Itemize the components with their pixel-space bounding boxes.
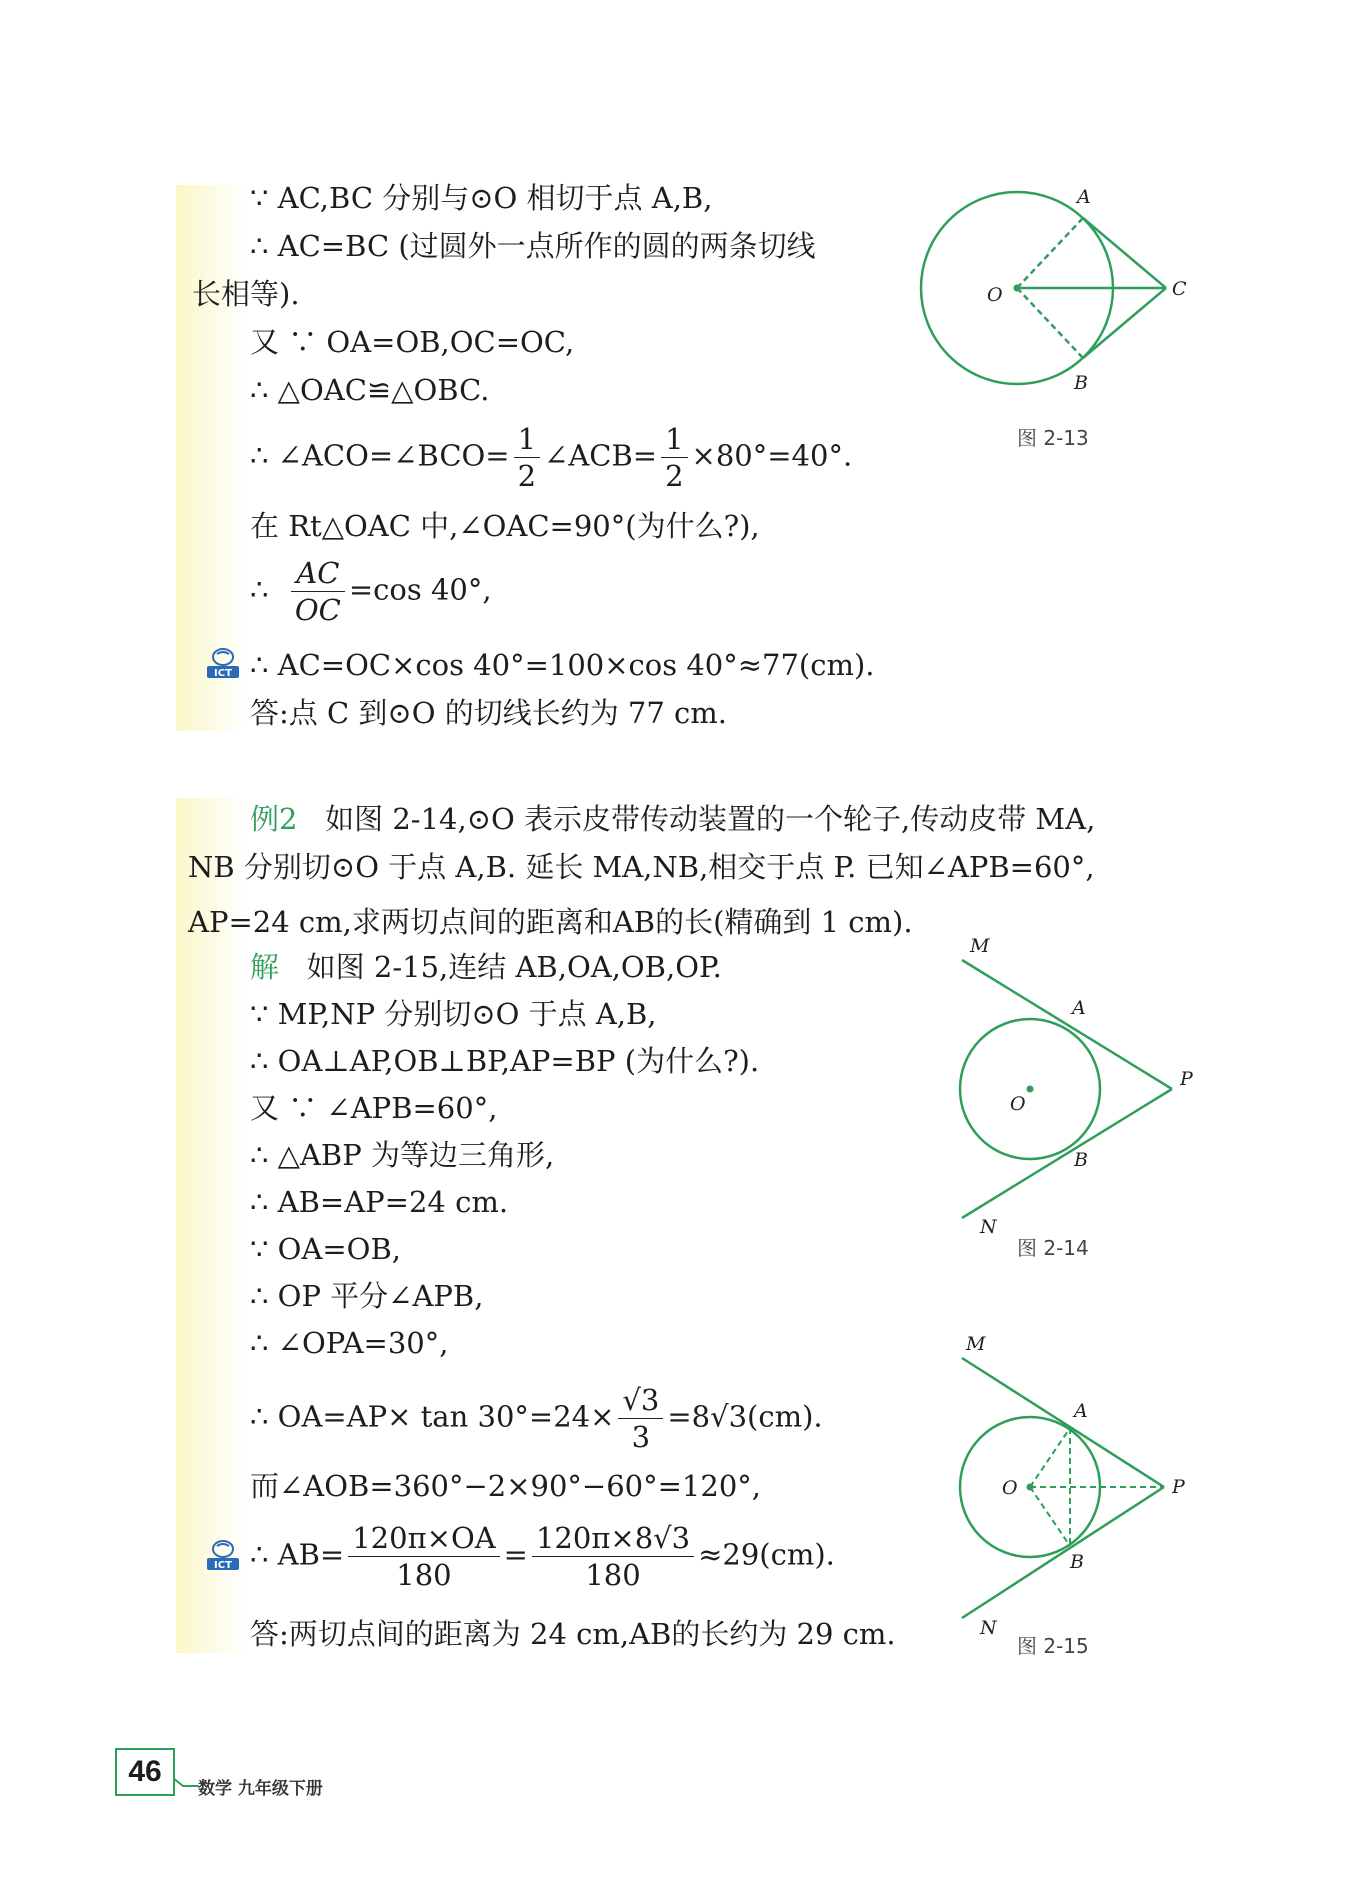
formula-line: ∴ AB= $\frac{120\pi\times OA}{180}$ = $\frac{120\pi\times 8√3}{180}$ ≈29(cm). xyxy=(250,1521,835,1592)
solution-line: ∴ OP 平分∠APB, xyxy=(250,1279,484,1313)
example-line: 例2 如图 2-14,⊙O 表示皮带传动装置的一个轮子,传动皮带 MA, xyxy=(250,802,1096,836)
example-line: NB 分别切⊙O 于点 A,B. 延长 MA,NB,相交于点 P. 已知∠APB=60°, xyxy=(188,850,1095,884)
solution-line: ∵ OA=OB, xyxy=(250,1232,401,1266)
text-line: ∵ AC,BC 分别与⊙O 相切于点 A,B, xyxy=(250,181,713,215)
text-line: ∴ AC=OC×cos 40°=100×cos 40°≈77(cm). xyxy=(250,648,875,682)
solution-line: ∴ OA⊥AP,OB⊥BP,AP=BP (为什么?). xyxy=(250,1044,760,1078)
formula-line: ∴ $\frac{AC}{OC}$ =cos 40°, xyxy=(250,556,492,627)
fraction: $\frac{AC}{OC}$ xyxy=(291,555,345,628)
figure-caption: 图 2-13 xyxy=(1017,426,1089,450)
label-B: B xyxy=(1074,1149,1088,1171)
text-line: 在 Rt△OAC 中,∠OAC=90°(为什么?), xyxy=(250,509,760,543)
page-tab-arrow-icon xyxy=(173,1748,199,1796)
page-number: 46 xyxy=(115,1748,175,1796)
label-B: B xyxy=(1070,1551,1084,1573)
solution-line: 又 ∵ ∠APB=60°, xyxy=(250,1091,498,1125)
fraction: $\frac{120\pi\times 8√3}{180}$ xyxy=(532,1520,694,1593)
footer-book-title: 数学 九年级下册 xyxy=(198,1779,323,1799)
label-N: N xyxy=(980,1617,997,1639)
answer-line: 答:两切点间的距离为 24 cm,AB的长约为 29 cm. xyxy=(250,1617,896,1651)
solution-line: 而∠AOB=360°−2×90°−60°=120°, xyxy=(250,1469,761,1503)
formula-line: ∴ OA=AP× tan 30°=24× $\frac{√3}{3}$ =8√3(cm). xyxy=(250,1383,823,1454)
label-O: O xyxy=(1002,1477,1018,1499)
label-P: P xyxy=(1180,1068,1193,1090)
figure-2-14 xyxy=(950,930,1210,1250)
figure-caption: 图 2-15 xyxy=(1017,1634,1089,1658)
solution-line: ∴ ∠OPA=30°, xyxy=(250,1326,449,1360)
label-A: A xyxy=(1074,1400,1088,1422)
figure-2-13 xyxy=(900,175,1220,455)
text-line: 又 ∵ OA=OB,OC=OC, xyxy=(250,325,575,359)
label-A: A xyxy=(1072,997,1086,1019)
label-A: A xyxy=(1077,186,1091,208)
example-line: AP=24 cm,求两切点间的距离和AB的长(精确到 1 cm). xyxy=(188,905,913,939)
label-N: N xyxy=(980,1216,997,1238)
label-O: O xyxy=(1010,1093,1026,1115)
text-line: 长相等). xyxy=(192,277,300,311)
solution-line: ∵ MP,NP 分别切⊙O 于点 A,B, xyxy=(250,997,657,1031)
fraction: $\frac{√3}{3}$ xyxy=(618,1382,663,1455)
ict-icon xyxy=(205,646,241,680)
label-M: M xyxy=(970,935,990,957)
fraction: $\frac{1}{2}$ xyxy=(514,421,540,494)
svg-text:ICT: ICT xyxy=(214,1560,232,1571)
text-line: ∴ △OAC≌△OBC. xyxy=(250,373,490,407)
solution-label: 解 xyxy=(250,950,280,984)
solution-line: 解 如图 2-15,连结 AB,OA,OB,OP. xyxy=(250,950,722,984)
formula-line: ∴ ∠ACO=∠BCO= $\frac{1}{2}$ ∠ACB= $\frac{1}{2}$ ×80°=40°. xyxy=(250,422,853,493)
label-B: B xyxy=(1074,372,1088,394)
label-M: M xyxy=(966,1333,986,1355)
example-label: 例2 xyxy=(250,802,298,836)
label-O: O xyxy=(987,284,1003,306)
fraction: $\frac{120\pi\times OA}{180}$ xyxy=(348,1520,499,1593)
text-line: ∴ AC=BC (过圆外一点所作的圆的两条切线 xyxy=(250,229,816,263)
svg-text:ICT: ICT xyxy=(214,668,232,679)
figure-caption: 图 2-14 xyxy=(1017,1236,1089,1260)
fraction: $\frac{1}{2}$ xyxy=(661,421,687,494)
label-C: C xyxy=(1172,278,1187,300)
figure-2-15 xyxy=(950,1328,1210,1658)
label-P: P xyxy=(1172,1476,1185,1498)
solution-line: ∴ AB=AP=24 cm. xyxy=(250,1185,509,1219)
ict-icon xyxy=(205,1538,241,1572)
solution-line: ∴ △ABP 为等边三角形, xyxy=(250,1138,555,1172)
answer-line: 答:点 C 到⊙O 的切线长约为 77 cm. xyxy=(250,696,727,730)
